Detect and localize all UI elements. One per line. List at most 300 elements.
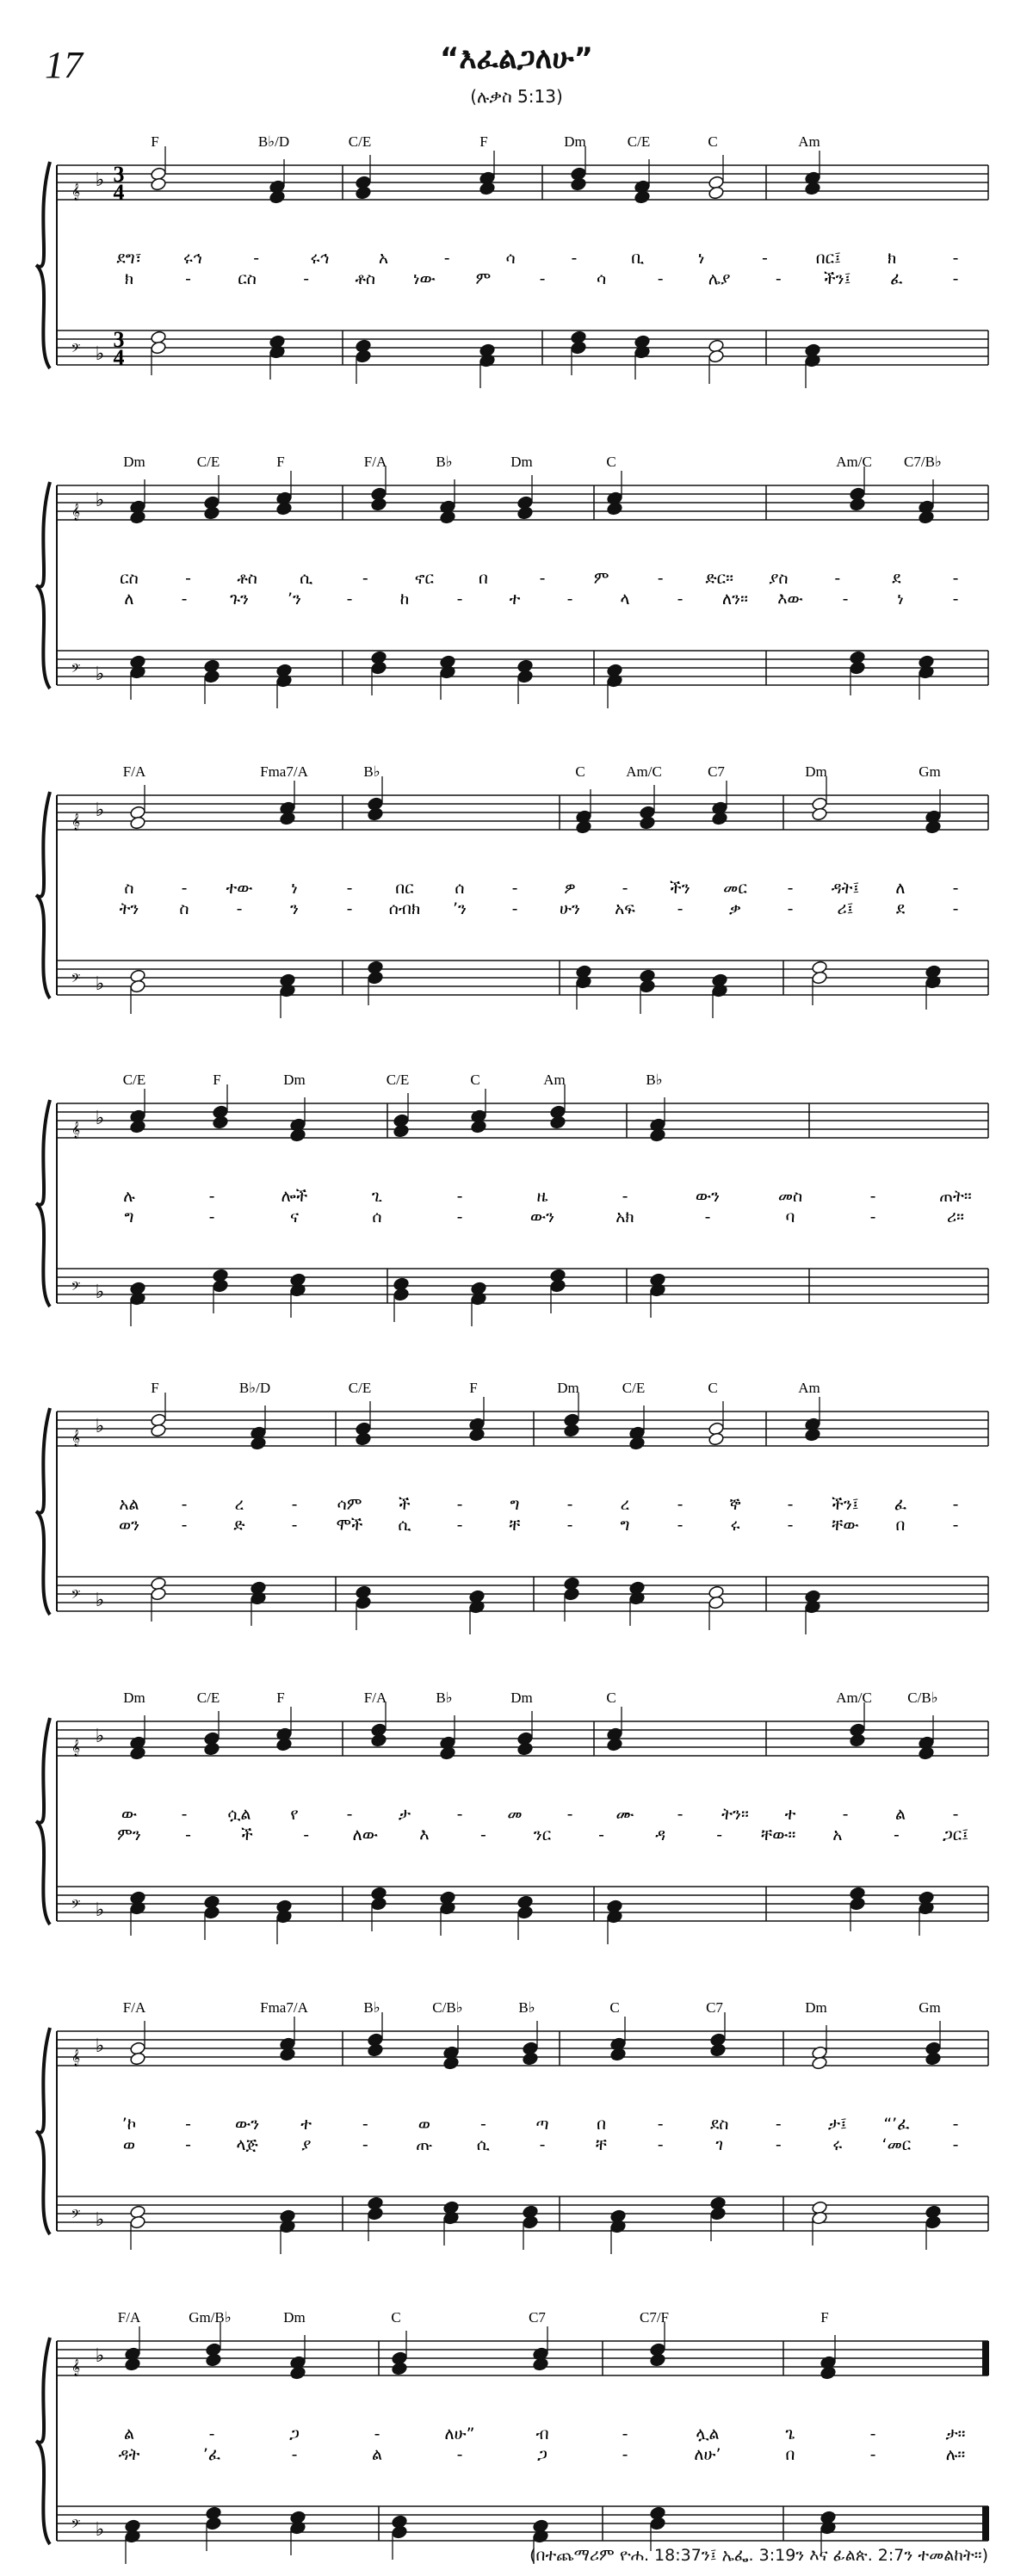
chord-symbol: B♭/D: [257, 133, 290, 150]
note-head: [811, 2211, 827, 2226]
lyric-syllable: ቶስ: [355, 269, 376, 288]
lyric-syllable: -: [952, 569, 959, 588]
note-head: [367, 971, 383, 985]
note-head: [628, 1436, 645, 1451]
bass-clef-icon: 𝄢: [71, 342, 81, 358]
lyric-syllable: -: [566, 1516, 573, 1535]
lyric-syllable: -: [479, 2115, 486, 2134]
lyric-syllable: -: [677, 1516, 684, 1535]
lyric-syllable: ለው: [352, 1825, 378, 1844]
lyric-syllable: -: [775, 269, 782, 288]
note-head: [279, 812, 295, 826]
chord-symbol: C: [606, 454, 616, 470]
note-head: [575, 975, 591, 990]
lyric-syllable: -: [842, 1805, 849, 1824]
lyric-syllable: ቸው: [832, 1516, 859, 1535]
note-head: [439, 510, 455, 525]
lyric-syllable: -: [775, 2135, 782, 2154]
bass-clef-icon: 𝄢: [71, 2517, 81, 2534]
lyric-syllable: ግ: [620, 1516, 630, 1535]
chord-symbol: B♭: [363, 1999, 380, 2016]
lyric-syllable: ረ: [234, 1495, 244, 1514]
note-head: [124, 2530, 140, 2544]
note-head: [649, 2517, 665, 2531]
lyric-syllable: ሪ።: [947, 1208, 964, 1226]
lyric-syllable: ድ: [233, 1516, 245, 1535]
note-head: [391, 2525, 407, 2540]
lyric-syllable: መስ: [777, 1187, 803, 1206]
note-head: [442, 2056, 459, 2071]
lyric-syllable: ለ: [124, 590, 134, 608]
lyric-syllable: ም: [475, 269, 492, 288]
lyric-syllable: ጌ: [785, 2425, 795, 2443]
note-head: [205, 2353, 221, 2368]
note-head: [391, 2362, 407, 2376]
lyric-syllable: -: [677, 899, 684, 918]
note-head: [150, 1424, 166, 1438]
chord-symbol: C: [609, 1999, 620, 2016]
lyric-syllable: -: [566, 1805, 573, 1824]
brace: [36, 1408, 50, 1615]
lyric-syllable: -: [622, 1187, 628, 1206]
lyric-syllable: -: [511, 899, 518, 918]
lyric-syllable: መ: [507, 1805, 523, 1824]
note-head: [649, 2353, 665, 2368]
lyric-syllable: -: [622, 879, 628, 898]
note-head: [804, 354, 820, 368]
lyric-syllable: -: [346, 879, 353, 898]
chord-symbol: Am/C: [836, 454, 872, 470]
chord-symbol: F: [276, 1690, 285, 1706]
note-head: [129, 1901, 145, 1916]
chord-symbol: F/A: [117, 2309, 141, 2326]
lyric-syllable: ን: [290, 899, 299, 918]
lyric-syllable: -: [539, 2135, 546, 2154]
lyric-syllable: ተ: [300, 2115, 312, 2134]
lyric-syllable: ያስ: [768, 569, 789, 588]
note-head: [516, 670, 533, 684]
lyric-syllable: ደ: [892, 569, 901, 588]
lyric-syllable: ክ: [124, 269, 134, 288]
chord-symbol: Dm: [805, 763, 827, 780]
chord-symbol: F/A: [363, 454, 387, 470]
chord-symbol: Am/C: [626, 763, 662, 780]
chord-symbol: C7: [708, 763, 725, 780]
lyric-syllable: -: [456, 590, 463, 608]
lyric-syllable: ሎች: [281, 1187, 308, 1206]
lyric-syllable: -: [185, 2135, 192, 2154]
lyric-syllable: -: [704, 1208, 711, 1226]
lyric-syllable: -: [622, 2445, 628, 2464]
note-head: [532, 2530, 548, 2544]
lyric-syllable: -: [677, 1805, 684, 1824]
note-head: [370, 497, 387, 512]
note-head: [708, 1596, 724, 1610]
lyric-syllable: ደስ: [709, 2115, 729, 2134]
lyric-syllable: ል: [894, 1805, 906, 1824]
note-head: [522, 2052, 538, 2066]
lyric-syllable: ግ: [124, 1208, 134, 1226]
lyric-syllable: ሁን: [560, 899, 580, 918]
note-head: [212, 1115, 228, 1130]
note-head: [442, 2211, 459, 2226]
lyric-syllable: -: [456, 1208, 463, 1226]
brace: [36, 2028, 50, 2234]
note-head: [367, 2207, 383, 2221]
lyric-syllable: እው: [777, 590, 803, 608]
note-head: [370, 661, 387, 676]
lyric-syllable: -: [598, 1825, 605, 1844]
note-head: [570, 177, 586, 192]
lyric-syllable: ላ: [620, 590, 630, 608]
chord-symbol: C/E: [196, 1690, 220, 1706]
lyric-syllable: ገ: [715, 2135, 724, 2154]
time-signature-top: 3: [113, 327, 125, 352]
bass-clef-icon: 𝄢: [71, 972, 81, 988]
note-head: [129, 1120, 145, 1134]
lyric-syllable: ሳ: [505, 249, 516, 268]
lyric-syllable: ለሁ”: [444, 2425, 475, 2443]
lyric-syllable: የ: [290, 1805, 299, 1824]
lyric-syllable: ችን: [670, 879, 690, 898]
note-head: [522, 2215, 538, 2230]
lyric-syllable: ርስ: [120, 569, 139, 588]
note-head: [129, 2052, 145, 2066]
lyric-syllable: ሲ: [398, 1516, 411, 1535]
lyric-syllable: -: [952, 899, 959, 918]
chord-symbol: Am: [798, 133, 820, 150]
note-head: [711, 984, 727, 998]
lyric-syllable: -: [787, 1495, 794, 1514]
note-head: [289, 1128, 306, 1143]
note-head: [203, 506, 220, 521]
lyric-syllable: ተው: [226, 879, 253, 898]
note-head: [150, 177, 166, 192]
chord-symbol: C: [391, 2309, 401, 2326]
lyric-syllable: ስ: [124, 879, 134, 898]
lyric-syllable: ስ: [179, 899, 189, 918]
lyric-syllable: ተ: [784, 1805, 796, 1824]
note-head: [269, 190, 285, 205]
lyric-syllable: -: [456, 1805, 463, 1824]
lyric-syllable: -: [456, 1516, 463, 1535]
lyric-syllable: አ: [378, 249, 388, 268]
chord-symbol: F/A: [122, 763, 146, 780]
lyric-syllable: ጉን: [230, 590, 249, 608]
lyric-syllable: በር: [395, 879, 414, 898]
note-head: [708, 1432, 724, 1447]
note-head: [203, 1742, 220, 1757]
chord-symbol: Dm: [564, 133, 586, 150]
chord-symbol: F/A: [363, 1690, 387, 1706]
lyric-syllable: ርስ: [238, 269, 257, 288]
flat-icon: ♭: [95, 2035, 105, 2057]
lyric-syllable: ቸ: [596, 2135, 608, 2154]
note-head: [606, 1910, 622, 1924]
lyric-syllable: ነ: [897, 590, 904, 608]
lyric-syllable: ላጅ: [236, 2135, 258, 2154]
lyric-syllable: ’ን: [288, 590, 301, 608]
note-head: [925, 820, 941, 835]
note-head: [925, 2215, 941, 2230]
chord-symbol: C: [708, 1380, 718, 1396]
note-head: [479, 354, 495, 368]
lyric-syllable: አል: [119, 1495, 139, 1514]
lyric-syllable: -: [303, 1825, 310, 1844]
flat-icon: ♭: [95, 1726, 105, 1747]
lyric-syllable: ወ: [418, 2115, 430, 2134]
chord-symbol: C7/B♭: [904, 454, 942, 470]
note-head: [129, 665, 145, 680]
lyric-syllable: ሳ: [596, 269, 607, 288]
lyric-syllable: ባ: [785, 1208, 795, 1226]
note-head: [634, 190, 650, 205]
lyric-syllable: -: [657, 569, 664, 588]
note-head: [275, 502, 292, 516]
bass-clef-icon: 𝄢: [71, 2208, 81, 2224]
note-head: [849, 497, 865, 512]
final-barline: [982, 2341, 988, 2375]
lyric-syllable: -: [869, 2445, 876, 2464]
lyric-syllable: ዎ: [564, 879, 576, 898]
chord-symbol: Gm: [919, 1999, 941, 2016]
chord-symbol: Dm: [123, 454, 145, 470]
note-head: [918, 510, 934, 525]
note-head: [279, 984, 295, 998]
note-head: [549, 1279, 566, 1294]
lyric-syllable: -: [787, 879, 794, 898]
lyric-syllable: -: [952, 2135, 959, 2154]
lyric-syllable: -: [566, 1495, 573, 1514]
lyric-syllable: ሌያ: [708, 269, 731, 288]
lyric-syllable: ው: [121, 1805, 138, 1824]
lyric-syllable: -: [775, 2115, 782, 2134]
note-head: [609, 2220, 626, 2234]
lyric-syllable: -: [362, 2115, 368, 2134]
lyric-syllable: ኞ: [729, 1495, 741, 1514]
chord-symbol: C: [606, 1690, 616, 1706]
lyric-syllable: -: [346, 899, 353, 918]
note-head: [355, 186, 371, 201]
note-head: [606, 502, 622, 516]
flat-icon: ♭: [95, 1282, 105, 1303]
note-head: [393, 1124, 409, 1139]
note-head: [570, 341, 586, 355]
note-head: [129, 1292, 145, 1307]
lyric-syllable: -: [834, 569, 841, 588]
note-head: [439, 665, 455, 680]
flat-icon: ♭: [95, 2519, 105, 2541]
chord-symbol: C7: [706, 1999, 723, 2016]
lyric-syllable: -: [181, 1516, 188, 1535]
note-head: [393, 1288, 409, 1302]
lyric-syllable: ትን: [119, 899, 139, 918]
flat-icon: ♭: [95, 1108, 105, 1129]
lyric-syllable: -: [208, 1187, 215, 1206]
lyric-syllable: ቃ: [729, 899, 741, 918]
lyric-syllable: -: [657, 2115, 664, 2134]
lyric-syllable: -: [181, 590, 188, 608]
lyric-syllable: ታ፤: [827, 2115, 847, 2134]
lyric-syllable: -: [346, 590, 353, 608]
lyric-syllable: ከ: [399, 590, 410, 608]
chord-symbol: B♭: [518, 1999, 535, 2016]
chord-symbol: Am/C: [836, 1690, 872, 1706]
lyric-syllable: ወን: [118, 1516, 140, 1535]
chord-symbol: B♭/D: [238, 1380, 271, 1396]
chord-symbol: C7/F: [639, 2309, 670, 2326]
lyric-syllable: -: [952, 1516, 959, 1535]
lyric-syllable: ሞች: [336, 1516, 363, 1535]
note-head: [150, 1587, 166, 1602]
note-head: [129, 2215, 145, 2230]
lyric-syllable: በ: [785, 2445, 795, 2464]
lyric-syllable: ፈ: [890, 269, 903, 288]
lyric-syllable: ጋ: [289, 2425, 300, 2443]
lyric-syllable: -: [787, 899, 794, 918]
note-head: [516, 1906, 533, 1920]
note-head: [820, 2366, 836, 2381]
chord-symbol: C/E: [196, 454, 220, 470]
note-head: [289, 1283, 306, 1298]
note-head: [129, 816, 145, 831]
note-head: [439, 1901, 455, 1916]
lyric-syllable: ዳት፤: [831, 879, 860, 898]
chord-symbol: F: [479, 133, 488, 150]
flat-icon: ♭: [95, 800, 105, 821]
lyric-syllable: ውን: [529, 1208, 555, 1226]
chord-symbol: Fma7/A: [260, 1999, 308, 2016]
chord-symbol: C7: [529, 2309, 546, 2326]
lyric-syllable: ሷል: [227, 1805, 251, 1824]
lyric-syllable: ችን፤: [824, 269, 851, 288]
lyric-syllable: ሰብክ: [388, 899, 421, 918]
lyric-syllable: ጊ: [371, 1187, 383, 1206]
note-head: [129, 1746, 145, 1761]
lyric-syllable: -: [443, 249, 450, 268]
chord-symbol: Dm: [283, 2309, 306, 2326]
note-head: [124, 2357, 140, 2372]
hymn-number: 17: [45, 44, 83, 86]
note-head: [849, 1733, 865, 1748]
lyric-syllable: ታ።: [945, 2425, 966, 2443]
lyric-syllable: -: [677, 1495, 684, 1514]
lyric-syllable: -: [952, 1805, 959, 1824]
lyric-syllable: ‘መር: [881, 2135, 912, 2154]
note-head: [269, 345, 285, 360]
lyric-syllable: -: [952, 2115, 959, 2134]
lyric-syllable: ዳት: [118, 2445, 140, 2464]
time-signature-top: 3: [113, 162, 125, 187]
note-head: [811, 971, 827, 985]
bass-clef-icon: 𝄢: [71, 1898, 81, 1914]
lyric-syllable: -: [787, 1516, 794, 1535]
scripture-reference: (ሉቃስ 5:13): [470, 86, 563, 107]
chord-symbol: Dm: [557, 1380, 579, 1396]
lyric-syllable: ች: [241, 1825, 253, 1844]
brace: [36, 482, 50, 689]
lyric-syllable: ደግ፣: [116, 249, 142, 268]
lyric-syllable: -: [539, 569, 546, 588]
chord-symbol: F/A: [122, 1999, 146, 2016]
note-head: [563, 1587, 579, 1602]
note-head: [479, 182, 495, 196]
note-head: [918, 1901, 934, 1916]
time-signature-bottom: 4: [113, 345, 125, 370]
chord-symbol: Gm/B♭: [189, 2309, 232, 2326]
lyric-syllable: ዜ: [536, 1187, 548, 1206]
chord-symbol: C: [470, 1072, 480, 1088]
lyric-syllable: -: [346, 1805, 353, 1824]
lyric-syllable: ሲ: [300, 569, 313, 588]
lyric-syllable: -: [952, 269, 959, 288]
note-head: [275, 1738, 292, 1752]
lyric-syllable: -: [181, 1495, 188, 1514]
lyric-syllable: ነ: [291, 879, 298, 898]
chord-symbol: C/E: [348, 133, 372, 150]
lyric-syllable: ረ: [620, 1495, 630, 1514]
chord-symbol: Dm: [510, 454, 533, 470]
lyric-syllable: ተ: [509, 590, 521, 608]
lyric-syllable: በ: [478, 569, 488, 588]
lyric-syllable: -: [185, 2115, 192, 2134]
note-head: [250, 1436, 266, 1451]
lyric-syllable: -: [622, 2425, 628, 2443]
lyric-syllable: -: [181, 879, 188, 898]
flat-icon: ♭: [95, 973, 105, 995]
lyric-syllable: -: [374, 2425, 380, 2443]
flat-icon: ♭: [95, 2345, 105, 2367]
lyric-syllable: አፍ: [615, 899, 635, 918]
lyric-syllable: እ: [419, 1825, 430, 1844]
note-head: [634, 345, 650, 360]
note-head: [804, 1428, 820, 1442]
note-head: [468, 1428, 485, 1442]
lyric-syllable: -: [952, 1495, 959, 1514]
note-head: [289, 2521, 306, 2536]
note-head: [129, 979, 145, 994]
note-head: [804, 1600, 820, 1615]
chord-symbol: C: [575, 763, 585, 780]
chord-symbol: F: [469, 1380, 478, 1396]
lyric-syllable: -: [571, 249, 578, 268]
lyric-syllable: -: [952, 590, 959, 608]
brace: [36, 1100, 50, 1307]
lyric-syllable: ቶስ: [237, 569, 257, 588]
note-head: [918, 665, 934, 680]
lyric-syllable: -: [869, 1187, 876, 1206]
lyric-syllable: ደ: [895, 899, 906, 918]
lyric-syllable: ለሁ’: [694, 2445, 721, 2464]
note-head: [709, 2207, 726, 2221]
lyric-syllable: ቸ: [509, 1516, 521, 1535]
treble-clef-icon: 𝄞: [71, 1739, 81, 1756]
lyric-syllable: ትን።: [721, 1805, 749, 1824]
chord-symbol: Dm: [510, 1690, 533, 1706]
chord-symbol: F: [820, 2309, 829, 2326]
chord-symbol: C/E: [627, 133, 651, 150]
lyric-syllable: -: [291, 1495, 298, 1514]
lyric-syllable: -: [185, 1825, 192, 1844]
lyric-syllable: ጣ: [535, 2115, 549, 2134]
lyric-syllable: -: [185, 269, 192, 288]
lyric-syllable: ችን፤: [832, 1495, 859, 1514]
note-head: [575, 820, 591, 835]
chord-symbol: Am: [543, 1072, 566, 1088]
chord-symbol: Dm: [805, 1999, 827, 2016]
lyric-syllable: ግ: [510, 1495, 520, 1514]
lyric-syllable: ወ: [122, 2135, 136, 2154]
